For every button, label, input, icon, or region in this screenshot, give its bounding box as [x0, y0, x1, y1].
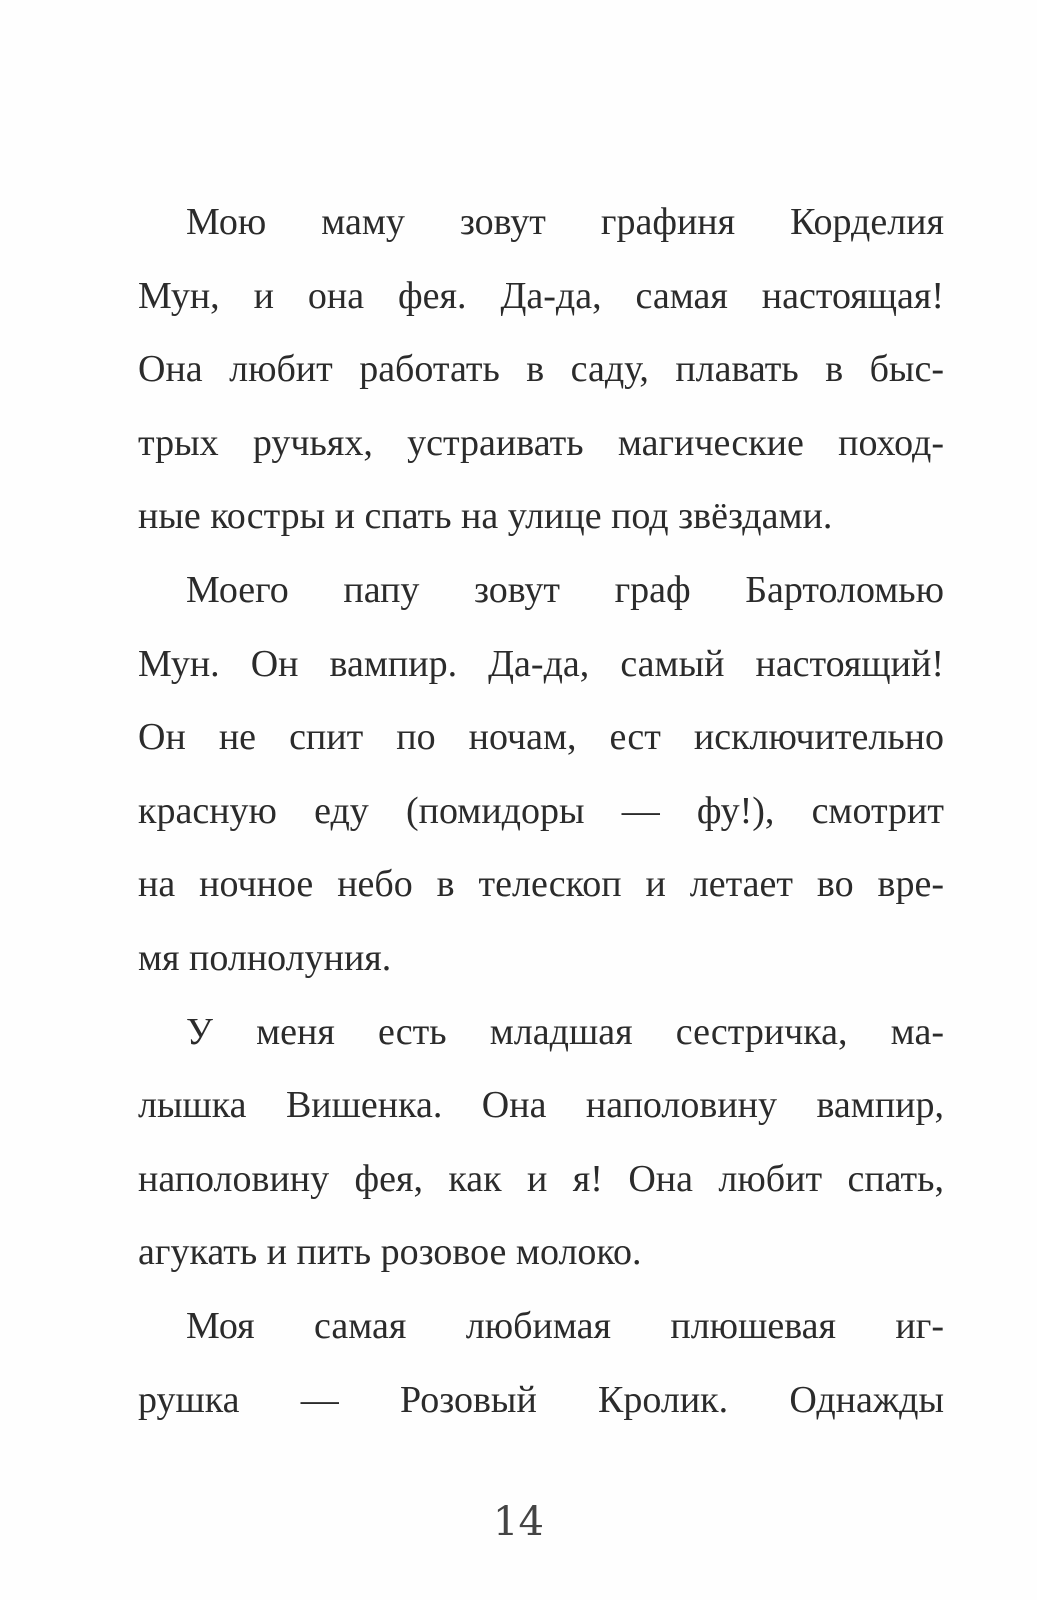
- paragraph-line: Мою маму зовут графиня Корделия: [186, 201, 944, 243]
- page-number: 14: [493, 1499, 544, 1545]
- paragraph-line: Мун. Он вампир. Да-да, самый настоящий!: [138, 642, 944, 685]
- paragraph-line: лышка Вишенка. Она наполовину вампир,: [138, 1084, 944, 1127]
- paragraph-line: красную еду (помидоры — фу!), смотрит: [138, 789, 944, 832]
- paragraph-line: Она любит работать в саду, плавать в быс-: [138, 348, 944, 391]
- paragraph-line: на ночное небо в телескоп и летает во вре-: [138, 863, 944, 906]
- paragraph-line: трых ручьях, устраивать магические поход-: [138, 421, 944, 464]
- paragraph-line: ные костры и спать на улице под звёздами.: [138, 495, 833, 538]
- paragraph-line: Моего папу зовут граф Бартоломью: [186, 568, 944, 611]
- paragraph-line: агукать и пить розовое молоко.: [138, 1231, 642, 1274]
- paragraph-line: наполовину фея, как и я! Она любит спать,: [138, 1157, 944, 1200]
- paragraph-line: мя полнолуния.: [138, 936, 392, 979]
- body-text: [138, 186, 944, 1437]
- paragraph-line: Моя самая любимая плюшевая иг-: [186, 1304, 944, 1347]
- paragraph-line: рушка — Розовый Кролик. Однажды: [138, 1378, 944, 1421]
- paragraph-line: У меня есть младшая сестричка, ма-: [186, 1010, 944, 1053]
- paragraph-line: Мун, и она фея. Да-да, самая настоящая!: [138, 274, 944, 317]
- paragraph-line: Он не спит по ночам, ест исключительно: [138, 716, 944, 759]
